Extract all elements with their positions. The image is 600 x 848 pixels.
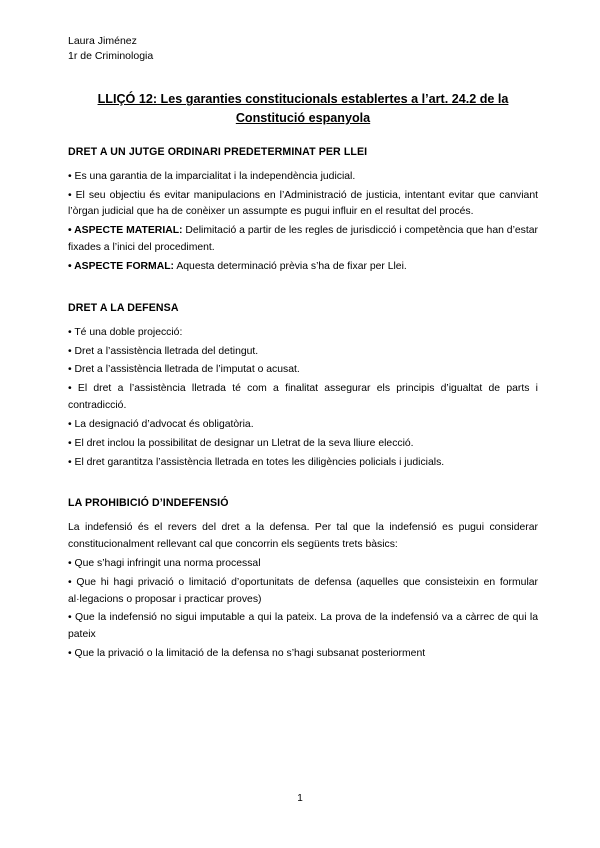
list-item: [68, 259, 538, 276]
list-item: • El dret a l’assistència lletrada té com a finalitat assegurar els principis d’igualtat de parts i contradicció.: [68, 383, 538, 412]
list-item: • El dret inclou la possibilitat de designar un Lletrat de la seva lliure elecció.: [68, 437, 414, 449]
section-jutge-ordinari: [68, 145, 538, 276]
section-prohibicio-indefensio: [68, 496, 538, 663]
list-item: • Que s’hagi infringit una norma processal: [68, 557, 261, 569]
list-item: • Dret a l’assistència lletrada de l’imputat o acusat.: [68, 364, 300, 376]
course-name: 1r de Criminologia: [68, 50, 154, 63]
list-item-label: • ASPECTE FORMAL:: [68, 260, 175, 272]
list-item: • Que la indefensió no sigui imputable a qui la pateix. La prova de la indefensió va a càrrec de qui la pateix: [68, 612, 538, 641]
spacer: [68, 487, 538, 496]
list-item-label: • ASPECTE MATERIAL:: [68, 225, 183, 237]
list-item: • Que la privació o la limitació de la defensa no s’hagi subsanat posteriorment: [68, 648, 426, 660]
list-item: • Té una doble projecció:: [68, 326, 183, 338]
section-heading: DRET A LA DEFENSA: [68, 301, 179, 314]
page-title: [68, 90, 538, 127]
list-item: • El dret garantitza l’assistència lletrada en totes les diligències policials i judicials.: [68, 456, 445, 468]
spacer: [68, 292, 538, 301]
list-item: [68, 223, 538, 257]
list-item: • La designació d’advocat és obligatòria.: [68, 418, 254, 430]
student-header: [68, 34, 538, 64]
paragraph: La indefensió és el revers del dret a la defensa. Per tal que la indefensió es pugui considerar constitucionalment rellevant cal que concorrin els següents trets bàsics:: [68, 522, 538, 551]
list-item: • El seu objectiu és evitar manipulacions en l’Administració de justicia, intentant evitar que canviant l’òrgan judicial que ha de conèixer un assumpte es pugui influir en el resultat del procés.: [68, 189, 538, 218]
list-item-text: Aquesta determinació prèvia s’ha de fixar per Llei.: [174, 260, 407, 272]
list-item: • Dret a l’assistència lletrada del detingut.: [68, 345, 259, 357]
section-dret-defensa: [68, 301, 538, 472]
list-item-text: Delimitació a partir de les regles de jurisdicció i competència que han d’estar fixades a l’inici del procediment.: [68, 225, 538, 254]
author-name: Laura Jiménez: [68, 35, 137, 47]
section-heading: LA PROHIBICIÓ D’INDEFENSIÓ: [68, 497, 229, 510]
title-rest: Les garanties constitucionals establertes a l’art. 24.2 de la Constitució espanyola: [157, 92, 509, 125]
title-prefix: LLIÇÓ 12:: [97, 92, 158, 107]
section-heading: DRET A UN JUTGE ORDINARI PREDETERMINAT PER LLEI: [68, 145, 368, 158]
list-item: • Es una garantia de la imparcialitat i la independència judicial.: [68, 170, 356, 182]
page-number: 1: [297, 793, 303, 804]
list-item: • Que hi hagi privació o limitació d’oportunitats de defensa (aquelles que consisteixin en formular al·legacions o proposar i practicar proves): [68, 576, 538, 605]
